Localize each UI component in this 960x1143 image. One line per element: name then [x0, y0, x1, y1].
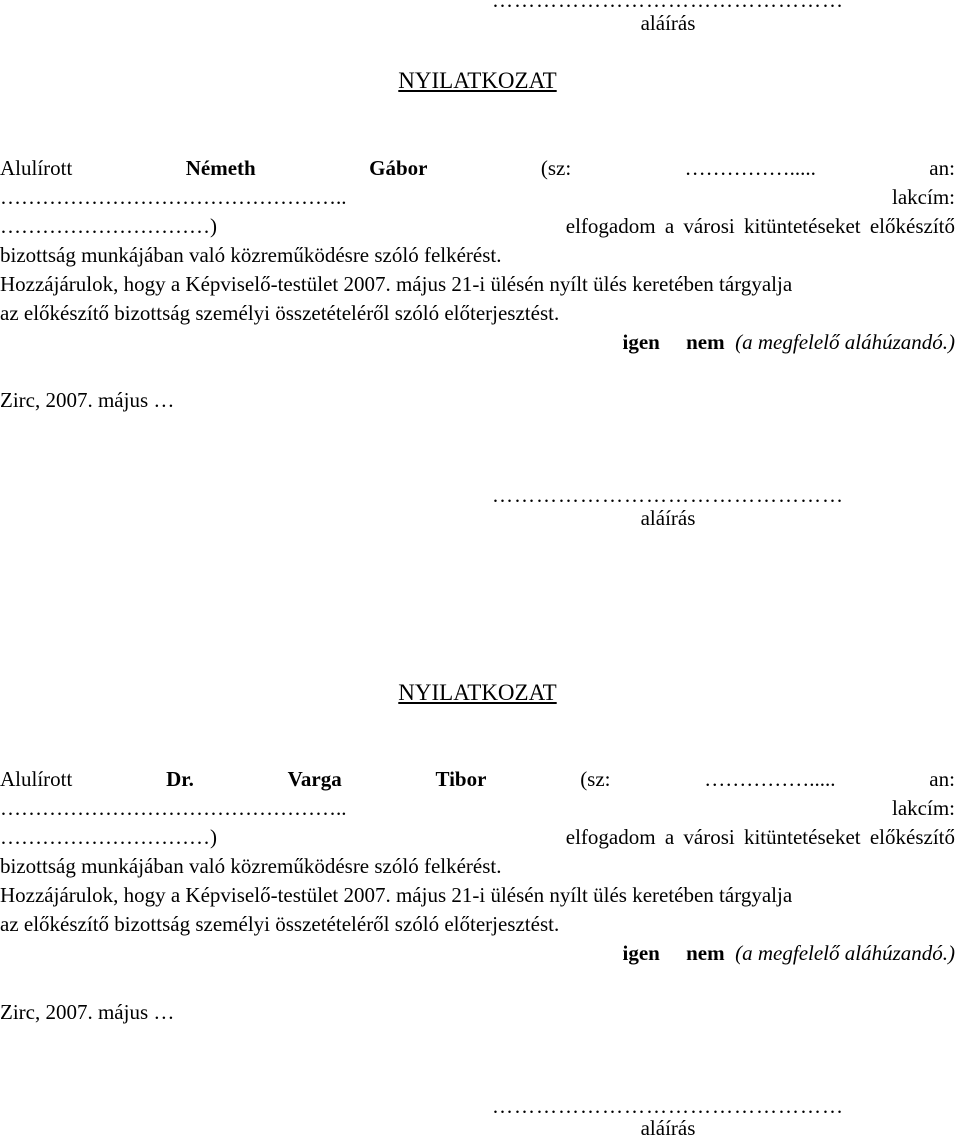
declaration-1-line-6: az előkészítő bizottság személyi összetételéről szóló előterjesztést.: [0, 301, 560, 325]
an-label: an:: [929, 767, 955, 791]
sz-open: (sz:: [540, 156, 572, 180]
signature-label-1: aláírás: [640, 506, 696, 530]
name-last: Gábor: [369, 156, 428, 180]
declaration-2-line-3: [0, 823, 955, 852]
address-dots: …………………………): [0, 825, 217, 849]
acceptance-text: elfogadom a városi kitüntetéseket előkészítő: [565, 825, 955, 849]
sz-dots: …………….....: [704, 767, 836, 791]
declaration-1-line-3: [0, 212, 955, 241]
an-label: an:: [929, 156, 955, 180]
declaration-2-choice-line: [0, 939, 955, 968]
declaration-1-choice-line: [0, 328, 955, 357]
signature-dots-top: …………………………………………: [492, 0, 844, 12]
declaration-2-line-5: Hozzájárulok, hogy a Képviselő-testület 2007. május 21-i ülésén nyílt ülés keretében tárgyalja: [0, 883, 793, 907]
choice-igen: igen: [622, 330, 660, 354]
declaration-2-line-6: az előkészítő bizottság személyi összetételéről szóló előterjesztést.: [0, 912, 560, 936]
address-dots: …………………………): [0, 214, 217, 238]
sz-dots: …………….....: [684, 156, 816, 180]
name-first: Dr.: [166, 767, 194, 791]
declaration-2-body: [0, 765, 955, 968]
choice-igen: igen: [622, 941, 660, 965]
declaration-1-body: [0, 154, 955, 357]
lakcim-label: lakcím:: [892, 796, 955, 820]
choice-nem: nem: [686, 330, 725, 354]
name-first: Németh: [185, 156, 256, 180]
alulirott-word: Alulírott: [0, 156, 73, 180]
declaration-1-line-2: [0, 183, 955, 212]
declaration-1-line-1: [0, 154, 955, 183]
acceptance-text: elfogadom a városi kitüntetéseket előkészítő: [565, 214, 955, 238]
declaration-2-title: NYILATKOZAT: [398, 680, 557, 705]
declaration-2-place-date: Zirc, 2007. május …: [0, 1000, 175, 1024]
lakcim-label: lakcím:: [892, 185, 955, 209]
declaration-1-title: NYILATKOZAT: [398, 68, 557, 93]
declaration-1-place-date: Zirc, 2007. május …: [0, 388, 175, 412]
sz-open: (sz:: [580, 767, 611, 791]
declaration-2-line-2: [0, 794, 955, 823]
name-extra: Tibor: [435, 767, 487, 791]
name-last: Varga: [287, 767, 342, 791]
declaration-1-line-4: bizottság munkájában való közreműködésre szóló felkérést.: [0, 243, 502, 267]
declaration-1-line-5: Hozzájárulok, hogy a Képviselő-testület 2007. május 21-i ülésén nyílt ülés keretében tárgyalja: [0, 272, 793, 296]
birth-dots: …………………………………………..: [0, 185, 347, 209]
choice-note: (a megfelelő aláhúzandó.): [735, 330, 955, 354]
choice-nem: nem: [686, 941, 725, 965]
choice-note: (a megfelelő aláhúzandó.): [735, 941, 955, 965]
signature-label-top: aláírás: [640, 11, 696, 35]
declaration-2-line-1: [0, 765, 955, 794]
alulirott-word: Alulírott: [0, 767, 73, 791]
birth-dots: …………………………………………..: [0, 796, 347, 820]
signature-label-2: aláírás: [640, 1116, 696, 1140]
signature-dots-1: …………………………………………: [492, 483, 844, 507]
signature-dots-2: …………………………………………: [492, 1094, 844, 1118]
declaration-2-line-4: bizottság munkájában való közreműködésre szóló felkérést.: [0, 854, 502, 878]
